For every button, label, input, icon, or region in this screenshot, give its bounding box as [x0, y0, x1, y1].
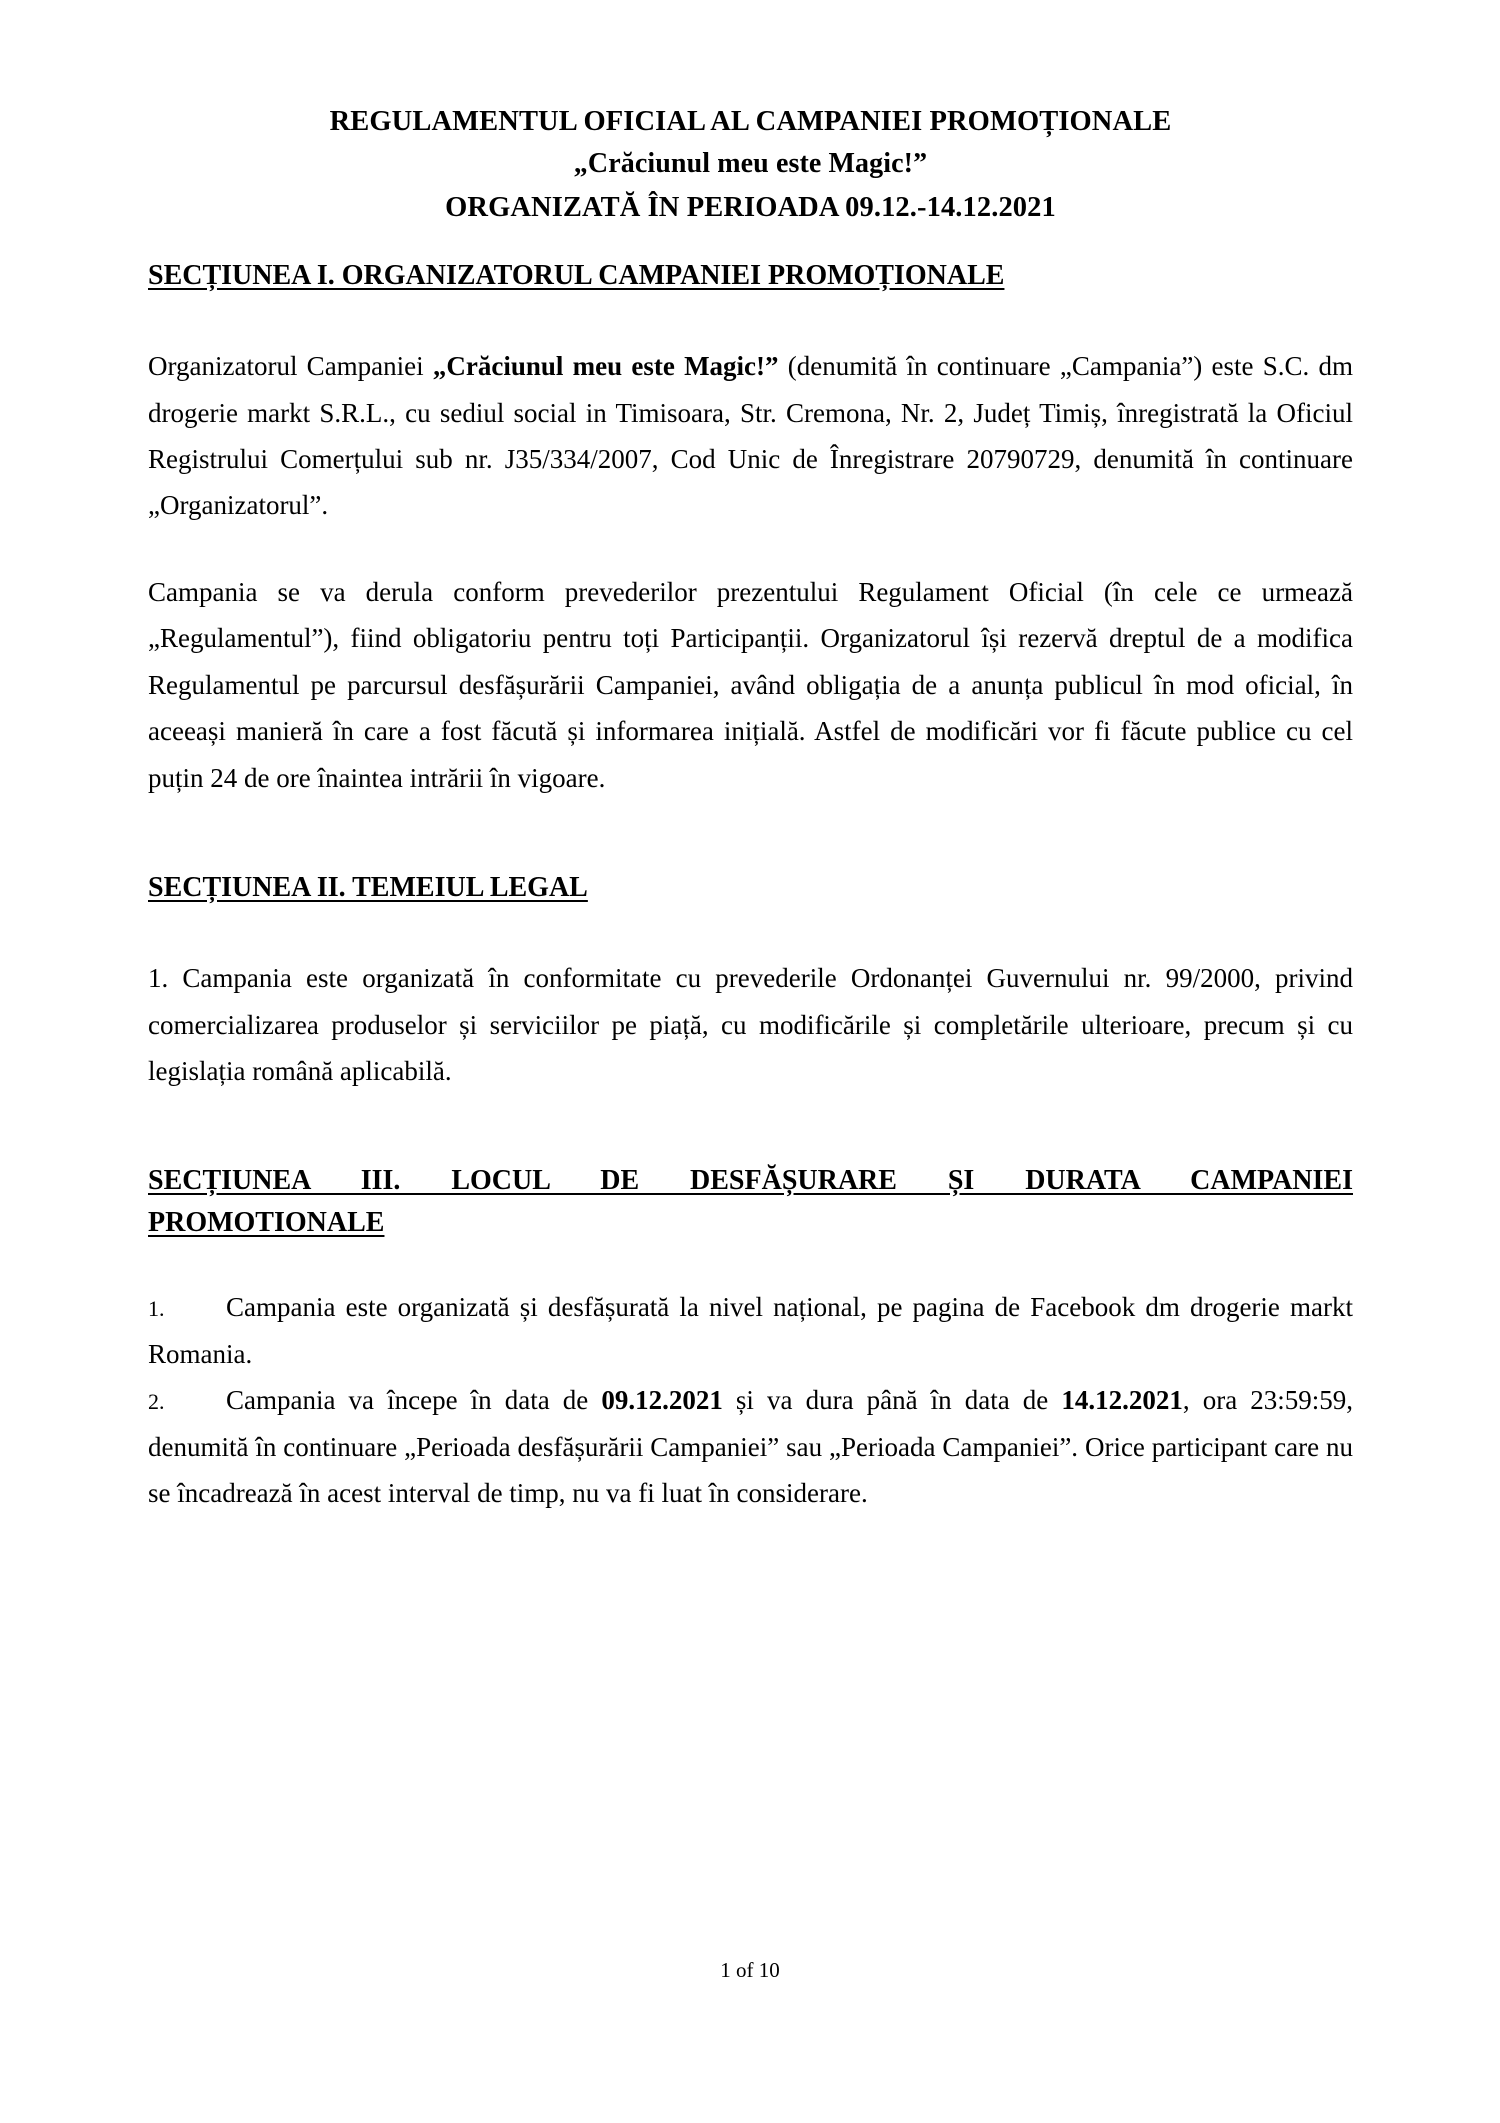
page-footer: 1 of 10	[720, 1958, 780, 1982]
campaign-end-date: 14.12.2021	[1061, 1385, 1183, 1416]
spacer	[148, 1244, 1353, 1284]
section-1-heading: SECȚIUNEA I. ORGANIZATORUL CAMPANIEI PROMOȚIONALE	[148, 260, 1005, 292]
organizer-details-text: (denumită în continuare „Campania”) este S.C. dm drogerie markt S.R.L., cu sediul social in Timisoara, Str. Cremona, Nr. 2, Județ Timiș, înregistrată la Oficiul Registrului Comerțului sub nr. J35/334/2007, Cod Unic de Înregistrare 20790729, denumită în continuare „Organizatorul”.	[148, 351, 1353, 521]
list-item-1-text: Campania este organizată și desfășurată la nivel național, pe pagina de Facebook dm drogerie markt Romania.	[148, 1292, 1353, 1369]
section-3-heading-line-2: PROMOTIONALE	[148, 1207, 385, 1239]
document-title-line-1: REGULAMENTUL OFICIAL AL CAMPANIEI PROMOȚIONALE	[329, 106, 1172, 137]
section-3-heading-line-1: SECȚIUNEA III. LOCUL DE DESFĂȘURARE ȘI DURATA CAMPANIEI	[148, 1165, 1353, 1197]
document-title-line-2: „Crăciunul meu este Magic!”	[573, 148, 928, 180]
list-item-2-number: 2.	[148, 1389, 165, 1415]
spacer	[148, 801, 1353, 841]
spacer	[148, 297, 1353, 343]
section-2-heading: SECȚIUNEA II. TEMEIUL LEGAL	[148, 872, 588, 904]
list-item-1-number: 1.	[148, 1296, 165, 1322]
spacer	[148, 909, 1353, 955]
campaign-name-bold: „Crăciunul meu este Magic!”	[432, 351, 779, 382]
spacer	[148, 529, 1353, 569]
list-item-2-text-part-3: , ora 23:59:59, denumită în continuare „Perioada desfășurării Campaniei” sau „Perioada Campaniei”. Orice participant care nu se încadrează în acest interval de timp, nu va fi luat în considerare.	[148, 1385, 1354, 1509]
section-2-paragraph-1: 1. Campania este organizată în conformitate cu prevederile Ordonanței Guvernului nr. 99/2000, privind comercializarea produselor și serviciilor pe piață, cu modificările și completările ulterioare, precum și cu legislația română aplicabilă.	[148, 963, 1353, 1086]
document-title-line-3: ORGANIZATĂ ÎN PERIOADA 09.12.-14.12.2021	[445, 191, 1056, 223]
campaign-start-date: 09.12.2021	[601, 1385, 723, 1416]
list-item-2-text-part-2: și va dura până în data de	[722, 1385, 1062, 1416]
section-3-list-item-2	[148, 1377, 1353, 1516]
spacer	[148, 1094, 1353, 1134]
section-1-paragraph-2: Campania se va derula conform prevederilor prezentului Regulament Oficial (în cele ce urmează „Regulamentul”), fiind obligatoriu pentru toți Participanții. Organizatorul își rezervă dreptul de a modifica Regulamentul pe parcursul desfășurării Campaniei, având obligația de a anunța publicul în mod oficial, în aceeași manieră în care a fost făcută și informarea inițială. Astfel de modificări vor fi făcute publice cu cel puțin 24 de ore înaintea intrării în vigoare.	[148, 576, 1353, 793]
document-body	[148, 100, 1353, 1517]
section-3-list-item-1	[148, 1284, 1353, 1377]
section-3-heading	[148, 1160, 1353, 1244]
list-item-2-text-part-1: Campania va începe în data de	[226, 1385, 602, 1416]
section-1-paragraph-1	[148, 343, 1353, 529]
organizer-intro-text: Organizatorul Campaniei	[148, 351, 433, 382]
